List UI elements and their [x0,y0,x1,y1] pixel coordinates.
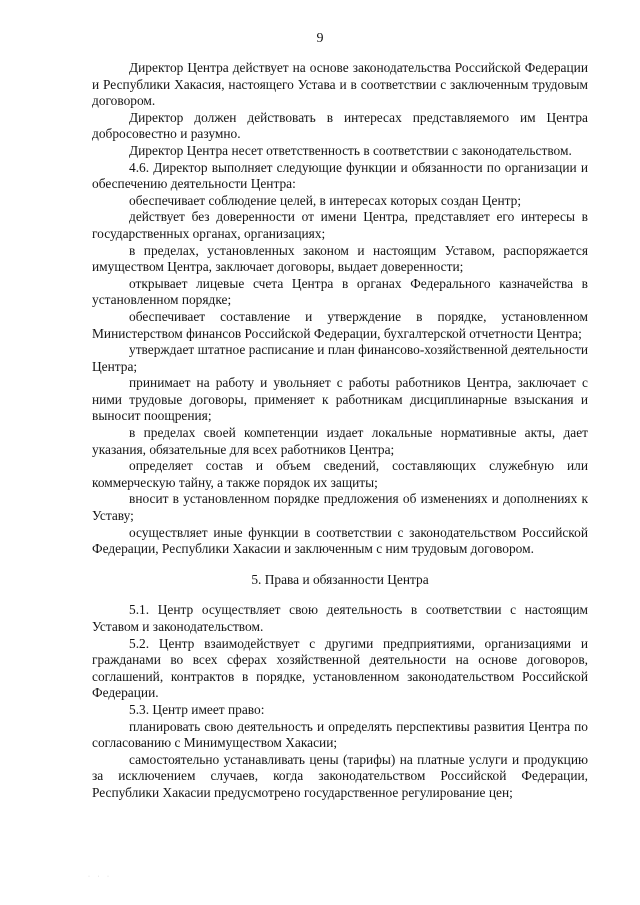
list-item: осуществляет иные функции в соответствии с законодательством Российской Федерации, Республики Хакасии и заключенным с ним трудовым договором. [92,524,588,557]
list-item: утверждает штатное расписание и план финансово-хозяйственной деятельности Центра; [92,342,588,374]
list-item: открывает лицевые счета Центра в органах Федерального казначейства в установленном порядке; [92,275,588,308]
paragraph: 5.1. Центр осуществляет свою деятельность в соответствии с настоящим Уставом и законодательством. [92,602,588,634]
paragraphs-after-section [92,602,588,801]
list-item: принимает на работу и увольняет с работы работников Центра, заключает с ними трудовые договоры, применяет к работникам дисциплинарные взыскания и выносит поощрения; [92,375,588,424]
list-item: самостоятельно устанавливать цены (тарифы) на платные услуги и продукцию за исключением случаев, когда законодательством Российской Федерации, Республики Хакасии предусмотрено государственное регулирование цен; [92,751,588,800]
list-item: вносит в установленном порядке предложения об изменениях и дополнениях к Уставу; [92,491,588,524]
section-heading: 5. Права и обязанности Центра [251,571,429,587]
list-item: действует без доверенности от имени Центра, представляет его интересы в государственных органах, организациях; [92,209,588,241]
list-item: обеспечивает составление и утверждение в порядке, установленном Министерством финансов Российской Федерации, бухгалтерской отчетности Центра; [92,308,588,341]
paragraph: 4.6. Директор выполняет следующие функции и обязанности по организации и обеспечению деятельности Центра: [92,159,588,192]
list-item: в пределах, установленных законом и настоящим Уставом, распоряжается имуществом Центра, заключает договоры, выдает доверенности; [92,242,588,275]
paragraphs-before-section [92,60,588,558]
list-item: определяет состав и объем сведений, составляющих служебную или коммерческую тайну, а также порядок их защиты; [92,458,588,490]
paragraph: 5.3. Центр имеет право: [129,701,265,717]
paragraph: Директор Центра действует на основе законодательства Российской Федерации и Республики Хакасия, настоящего Устава и в соответствии с заключенным трудовым договором. [92,60,588,109]
page-number: 9 [316,31,324,46]
list-item: обеспечивает соблюдение целей, в интересах которых создан Центр; [129,192,522,208]
paragraph: Директор Центра несет ответственность в соответствии с законодательством. [129,142,572,158]
paragraph: 5.2. Центр взаимодействует с другими предприятиями, организациями и гражданами во всех сферах хозяйственной деятельности на основе договоров, соглашений, контрактов в порядке, установленном законодательством Российской Федерации. [92,635,588,701]
scan-noise: · · · [88,874,112,880]
paragraph: Директор должен действовать в интересах представляемого им Центра добросовестно и разумно. [92,109,588,142]
list-item: в пределах своей компетенции издает локальные нормативные акты, дает указания, обязательные для всех работников Центра; [92,425,588,457]
document-body [92,60,588,802]
list-item: планировать свою деятельность и определять перспективы развития Центра по согласованию с Минимуществом Хакасии; [92,718,588,751]
